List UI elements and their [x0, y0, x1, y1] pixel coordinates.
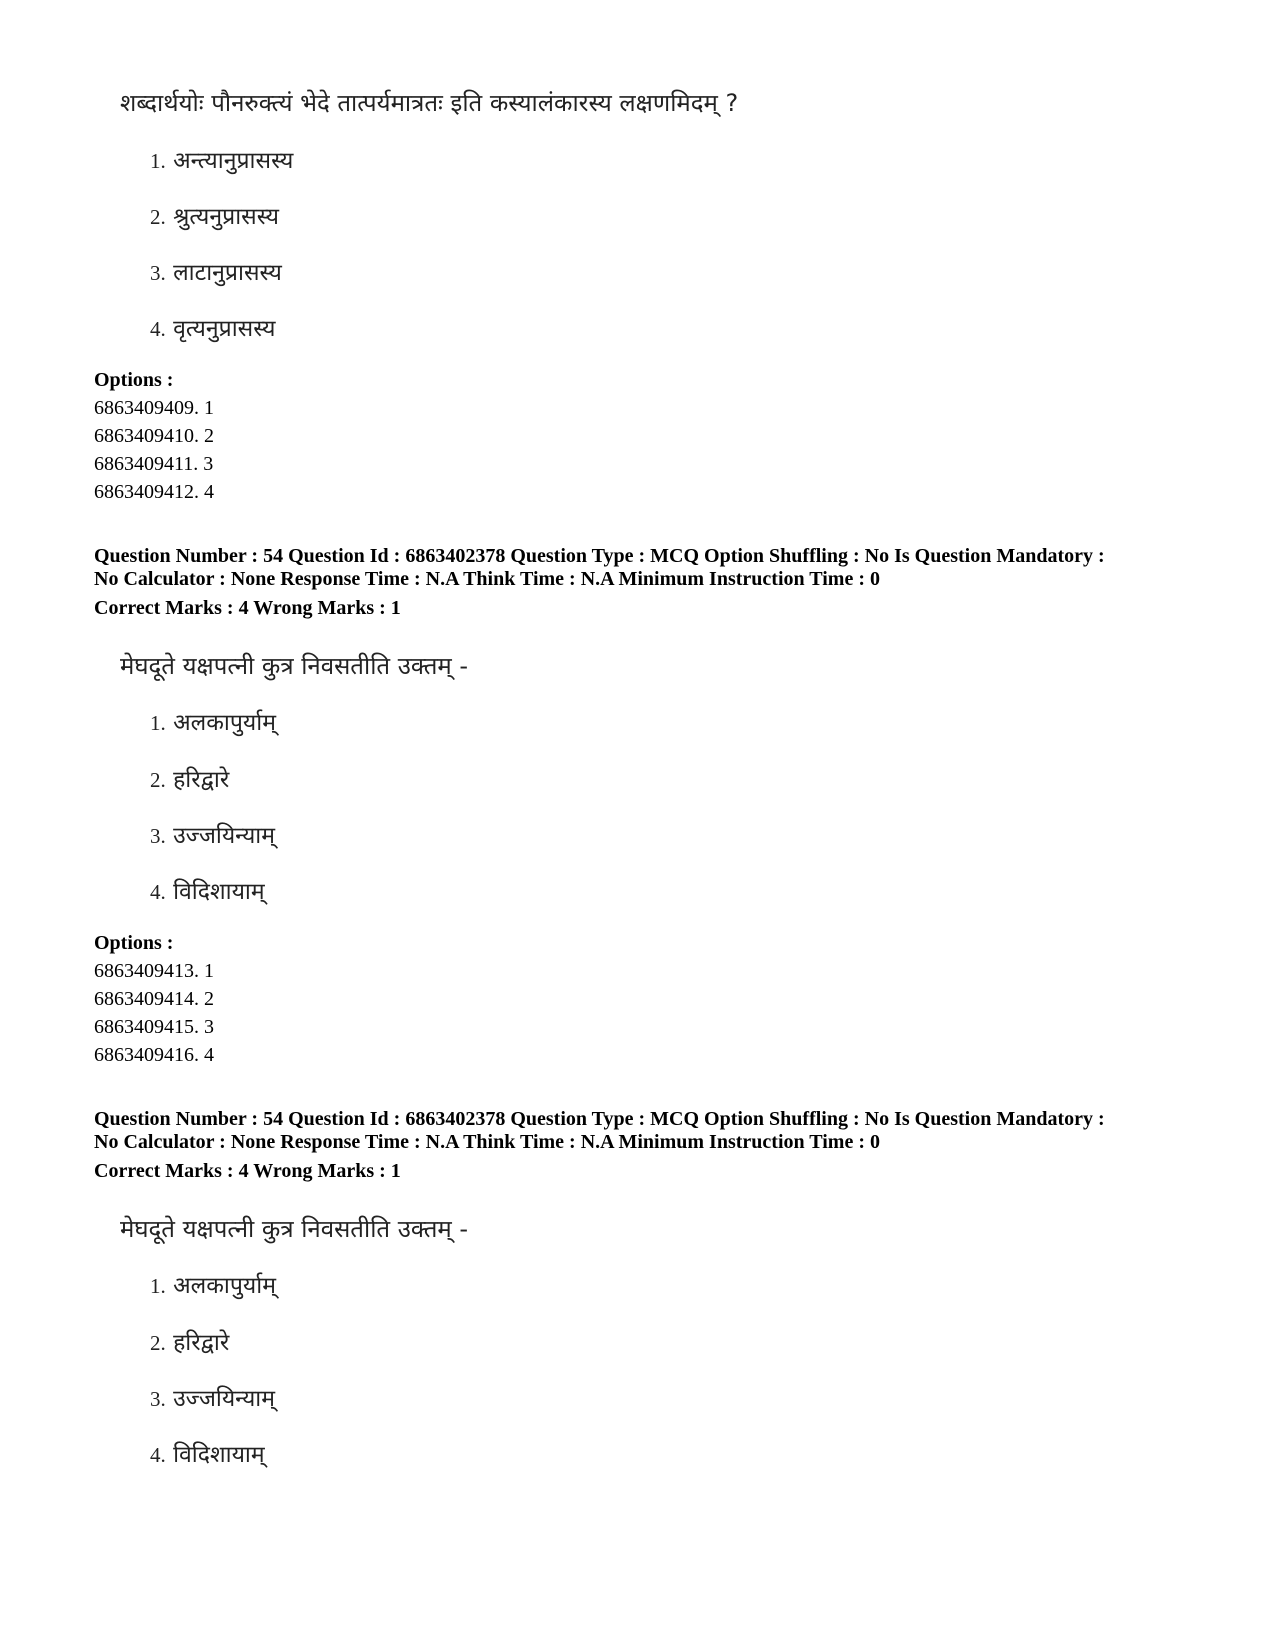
choice-item [150, 1268, 276, 1300]
marks-line: Correct Marks : 4 Wrong Marks : 1 [94, 1160, 401, 1182]
choice-item [150, 143, 293, 175]
choice-number: 4. [150, 317, 166, 341]
choice-item [150, 818, 275, 850]
choice-number: 4. [150, 880, 166, 904]
choice-text: अलकापुर्याम् [173, 1273, 276, 1299]
choice-text: उज्जयिन्याम् [173, 1386, 276, 1412]
choice-item [150, 1325, 229, 1357]
option-id-line: 6863409414. 2 [94, 988, 214, 1010]
choice-text: विदिशायाम् [173, 1442, 265, 1468]
option-id-line: 6863409409. 1 [94, 397, 214, 419]
choice-number: 2. [150, 205, 166, 229]
option-id-line: 6863409413. 1 [94, 960, 214, 982]
choice-text: उज्जयिन्याम् [173, 823, 276, 849]
choice-text: विदिशायाम् [173, 879, 265, 905]
option-id-line: 6863409411. 3 [94, 453, 214, 475]
choice-item [150, 705, 276, 737]
option-id-line: 6863409412. 4 [94, 481, 214, 503]
option-id-line: 6863409416. 4 [94, 1044, 214, 1066]
options-heading: Options : [94, 932, 174, 954]
choice-item [150, 199, 279, 231]
option-id-line: 6863409415. 3 [94, 1016, 214, 1038]
choice-number: 1. [150, 149, 166, 173]
choice-text: हरिद्वारे [173, 1330, 230, 1356]
choice-item [150, 874, 265, 906]
choice-item [150, 255, 282, 287]
choice-text: हरिद्वारे [173, 767, 230, 793]
choice-number: 4. [150, 1443, 166, 1467]
choice-number: 3. [150, 824, 166, 848]
choice-number: 3. [150, 1387, 166, 1411]
question-text: मेघदूते यक्षपत्नी कुत्र निवसतीति उक्तम् - [120, 652, 469, 680]
choice-number: 2. [150, 1331, 166, 1355]
choice-text: अन्त्यानुप्रासस्य [173, 148, 294, 174]
choice-number: 1. [150, 1274, 166, 1298]
question-text: मेघदूते यक्षपत्नी कुत्र निवसतीति उक्तम् - [120, 1215, 469, 1243]
question-text: शब्दार्थयोः पौनरुक्त्यं भेदे तात्पर्यमात्रतः इति कस्यालंकारस्य लक्षणमिदम् ? [120, 89, 739, 117]
choice-number: 3. [150, 261, 166, 285]
question-meta-line-1: Question Number : 54 Question Id : 6863402378 Question Type : MCQ Option Shuffling : No Is Question Mandatory : [94, 545, 1105, 567]
choice-text: लाटानुप्रासस्य [173, 260, 282, 286]
question-meta-line-1: Question Number : 54 Question Id : 6863402378 Question Type : MCQ Option Shuffling : No Is Question Mandatory : [94, 1108, 1105, 1130]
choice-item [150, 311, 276, 343]
marks-line: Correct Marks : 4 Wrong Marks : 1 [94, 597, 401, 619]
option-id-line: 6863409410. 2 [94, 425, 214, 447]
choice-text: अलकापुर्याम् [173, 710, 276, 736]
choice-item [150, 762, 229, 794]
options-heading: Options : [94, 369, 174, 391]
question-meta-line-2: No Calculator : None Response Time : N.A Think Time : N.A Minimum Instruction Time : 0 [94, 568, 880, 590]
choice-text: वृत्यनुप्रासस्य [173, 316, 276, 342]
choice-item [150, 1437, 265, 1469]
choice-text: श्रुत्यनुप्रासस्य [173, 204, 280, 230]
choice-number: 1. [150, 711, 166, 735]
question-meta-line-2: No Calculator : None Response Time : N.A Think Time : N.A Minimum Instruction Time : 0 [94, 1131, 880, 1153]
choice-item [150, 1381, 275, 1413]
choice-number: 2. [150, 768, 166, 792]
